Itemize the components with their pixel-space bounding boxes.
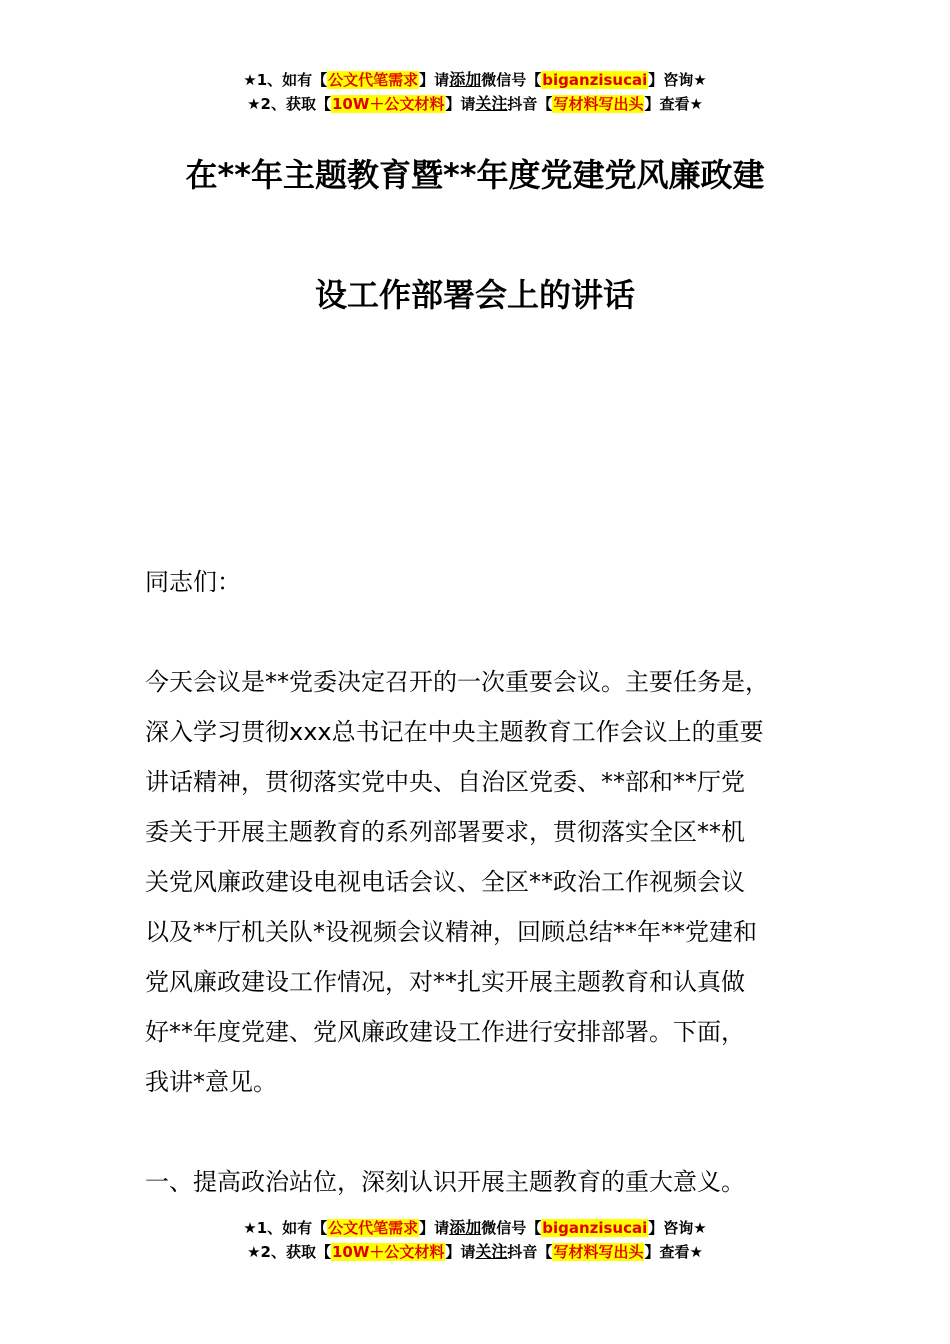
- promo-text: ★1、如有【: [243, 71, 328, 89]
- promo-highlight: 写材料写出头: [553, 95, 644, 113]
- promo-line-2: [0, 1240, 950, 1264]
- section-heading: 一、提高政治站位，深刻认识开展主题教育的重大意义。: [145, 1168, 745, 1196]
- promo-highlight: 公文代笔需求: [328, 1219, 419, 1237]
- promo-text: 】咨询★: [648, 1219, 707, 1237]
- promo-text: 】请: [419, 71, 450, 89]
- promo-highlight: 10W＋公文材料: [331, 1243, 445, 1261]
- promo-text: 】咨询★: [648, 71, 707, 89]
- promo-text: ★2、获取【: [247, 95, 331, 113]
- promo-underline: 添加: [449, 70, 482, 89]
- promo-highlight: biganzisucai: [542, 71, 648, 89]
- paragraph-line: 好**年度党建、党风廉政建设工作进行安排部署。下面，: [145, 1018, 745, 1046]
- footer-promo-banner: [0, 1216, 950, 1264]
- promo-text: 】请: [419, 1219, 450, 1237]
- promo-text: 】查看★: [644, 1243, 703, 1261]
- promo-text: ★1、如有【: [243, 1219, 328, 1237]
- promo-text: 微信号【: [481, 1219, 542, 1237]
- promo-text: 】请: [445, 95, 476, 113]
- promo-highlight: 写材料写出头: [553, 1243, 644, 1261]
- paragraph-line: 深入学习贯彻xxx总书记在中央主题教育工作会议上的重要: [145, 718, 764, 746]
- paragraph: [145, 657, 835, 1107]
- promo-text: 】请: [445, 1243, 476, 1261]
- paragraph-line: 关党风廉政建设电视电话会议、全区**政治工作视频会议: [145, 868, 745, 896]
- document-title-line-1: 在**年主题教育暨**年度党建党风廉政建: [185, 156, 765, 194]
- promo-text: 抖音【: [507, 1243, 553, 1261]
- promo-underline: 关注: [475, 1242, 508, 1261]
- salutation: 同志们：: [145, 568, 241, 596]
- promo-highlight: 公文代笔需求: [328, 71, 419, 89]
- header-promo-banner: [0, 68, 950, 116]
- promo-line-1: [0, 68, 950, 92]
- paragraph-line: 以及**厅机关队*设视频会议精神，回顾总结**年**党建和: [145, 918, 757, 946]
- paragraph-line: 讲话精神，贯彻落实党中央、自治区党委、**部和**厅党: [145, 768, 745, 796]
- promo-underline: 添加: [449, 1218, 482, 1237]
- promo-highlight: biganzisucai: [542, 1219, 648, 1237]
- promo-text: 抖音【: [507, 95, 553, 113]
- paragraph-line: 我讲*意见。: [145, 1068, 277, 1096]
- promo-text: 】查看★: [644, 95, 703, 113]
- paragraph-line: 委关于开展主题教育的系列部署要求，贯彻落实全区**机: [145, 818, 745, 846]
- document-title-line-2: 设工作部署会上的讲话: [314, 276, 635, 314]
- promo-line-1: [0, 1216, 950, 1240]
- promo-line-2: [0, 92, 950, 116]
- paragraph-line: 今天会议是**党委决定召开的一次重要会议。主要任务是，: [145, 668, 769, 696]
- promo-text: 微信号【: [481, 71, 542, 89]
- promo-highlight: 10W＋公文材料: [331, 95, 445, 113]
- paragraph-line: 党风廉政建设工作情况，对**扎实开展主题教育和认真做: [145, 968, 745, 996]
- promo-text: ★2、获取【: [247, 1243, 331, 1261]
- promo-underline: 关注: [475, 94, 508, 113]
